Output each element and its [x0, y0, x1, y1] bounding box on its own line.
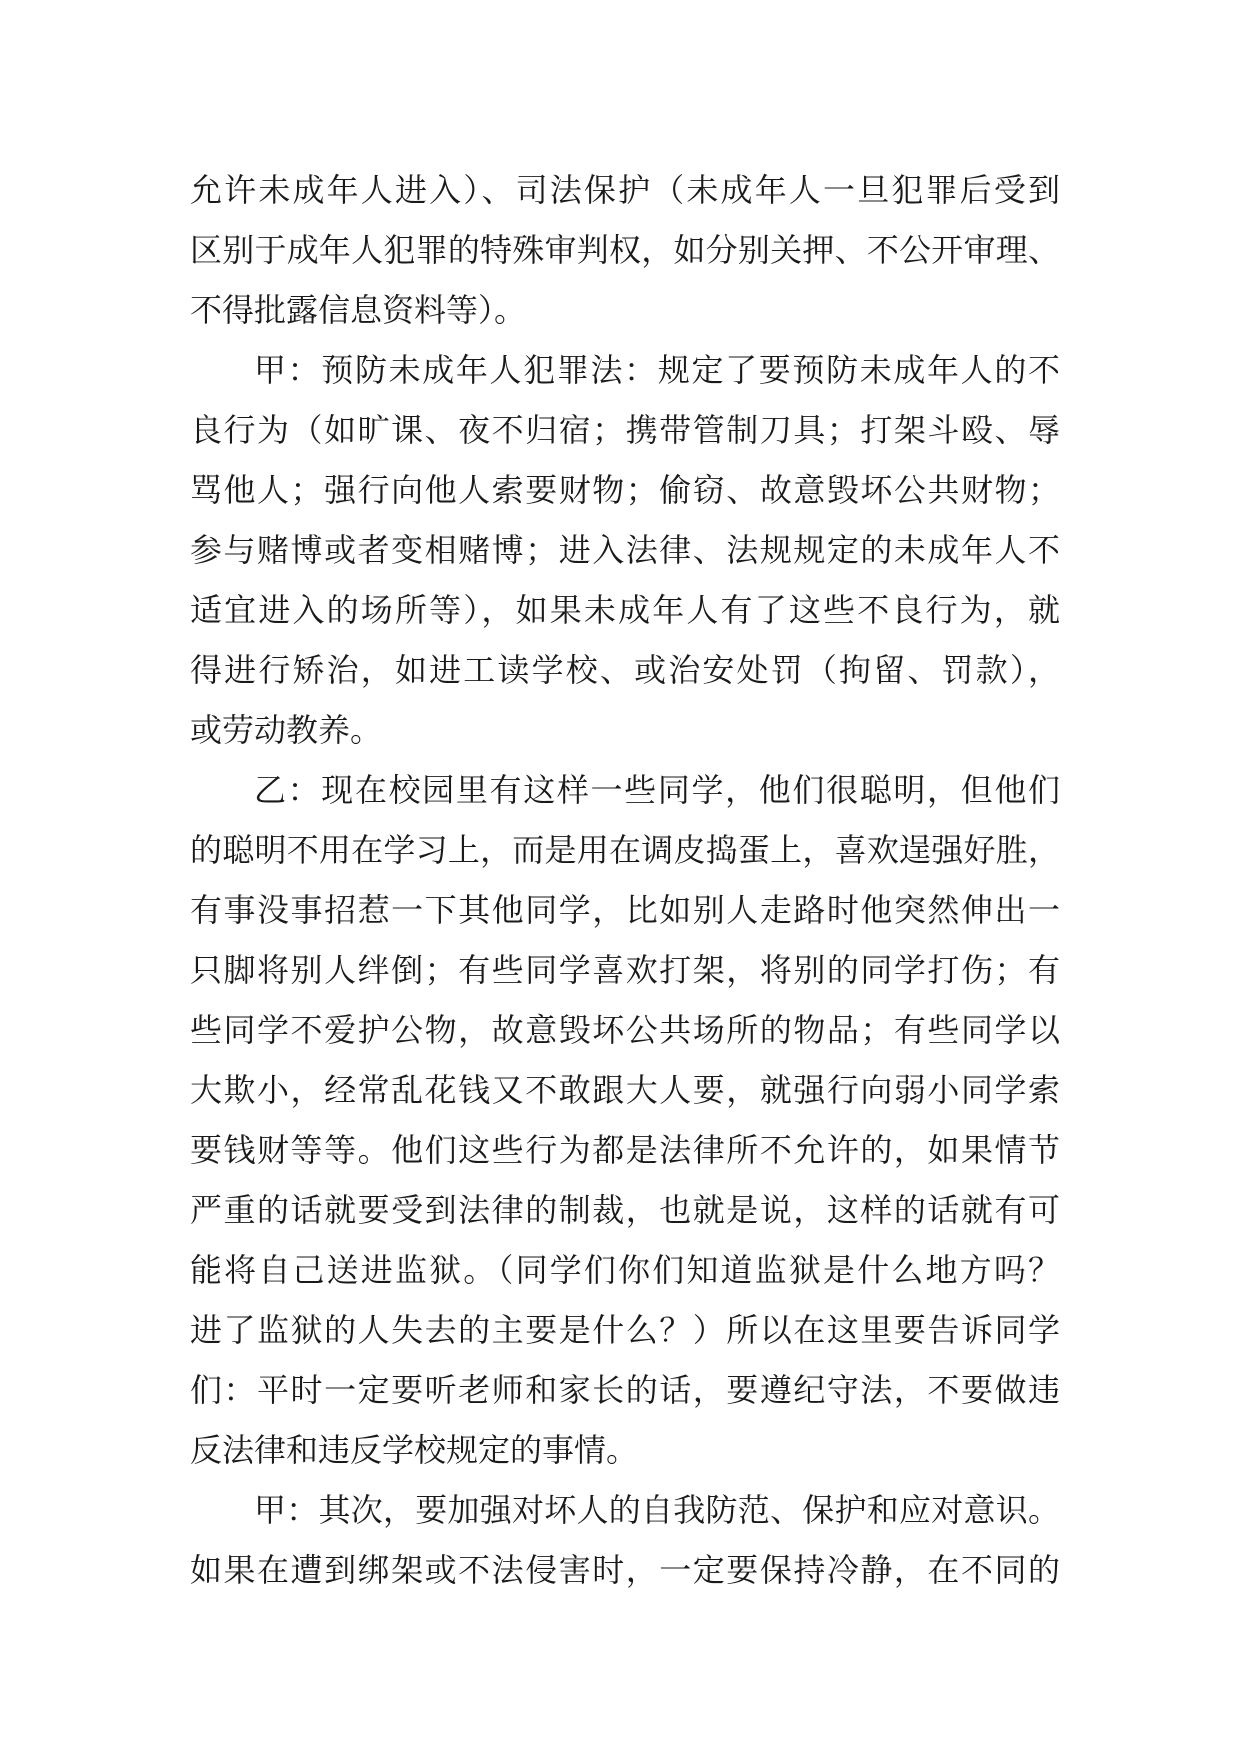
paragraph-first-line: 乙：现在校园里有这样一些同学，他们很聪明，但他们	[254, 771, 1060, 809]
text-line: 参与赌博或者变相赌博；进入法律、法规规定的未成年人不	[190, 531, 1060, 569]
text-line: 们：平时一定要听老师和家长的话，要遵纪守法，不要做违	[190, 1371, 1060, 1409]
text-line: 要钱财等等。他们这些行为都是法律所不允许的，如果情节	[190, 1131, 1060, 1169]
text-line: 不得批露信息资料等）。	[190, 291, 527, 329]
text-line: 进了监狱的人失去的主要是什么？）所以在这里要告诉同学	[190, 1311, 1060, 1349]
text-line: 严重的话就要受到法律的制裁，也就是说，这样的话就有可	[190, 1191, 1060, 1229]
text-line: 有事没事招惹一下其他同学，比如别人走路时他突然伸出一	[190, 891, 1060, 929]
text-line: 区别于成年人犯罪的特殊审判权，如分别关押、不公开审理、	[190, 231, 1060, 269]
text-line: 骂他人；强行向他人索要财物；偷窃、故意毁坏公共财物；	[190, 471, 1060, 509]
text-line: 得进行矫治，如进工读学校、或治安处罚（拘留、罚款），	[190, 651, 1060, 689]
text-line: 些同学不爱护公物，故意毁坏公共场所的物品；有些同学以	[190, 1011, 1060, 1049]
paragraph-first-line: 甲：预防未成年人犯罪法：规定了要预防未成年人的不	[254, 351, 1060, 389]
text-line: 如果在遭到绑架或不法侵害时，一定要保持冷静，在不同的	[190, 1551, 1060, 1589]
text-line: 能将自己送进监狱。（同学们你们知道监狱是什么地方吗？	[190, 1251, 1060, 1289]
paragraph-first-line: 甲：其次，要加强对坏人的自我防范、保护和应对意识。	[254, 1491, 1060, 1529]
text-line: 的聪明不用在学习上，而是用在调皮捣蛋上，喜欢逞强好胜，	[190, 831, 1060, 869]
document-body	[190, 160, 1060, 1600]
text-line: 只脚将别人绊倒；有些同学喜欢打架，将别的同学打伤；有	[190, 951, 1060, 989]
text-line: 或劳动教养。	[190, 711, 383, 749]
text-line: 适宜进入的场所等），如果未成年人有了这些不良行为，就	[190, 591, 1060, 629]
text-line: 良行为（如旷课、夜不归宿；携带管制刀具；打架斗殴、辱	[190, 411, 1060, 449]
text-line: 大欺小，经常乱花钱又不敢跟大人要，就强行向弱小同学索	[190, 1071, 1060, 1109]
text-line: 允许未成年人进入）、司法保护（未成年人一旦犯罪后受到	[190, 171, 1060, 209]
text-line: 反法律和违反学校规定的事情。	[190, 1431, 639, 1469]
